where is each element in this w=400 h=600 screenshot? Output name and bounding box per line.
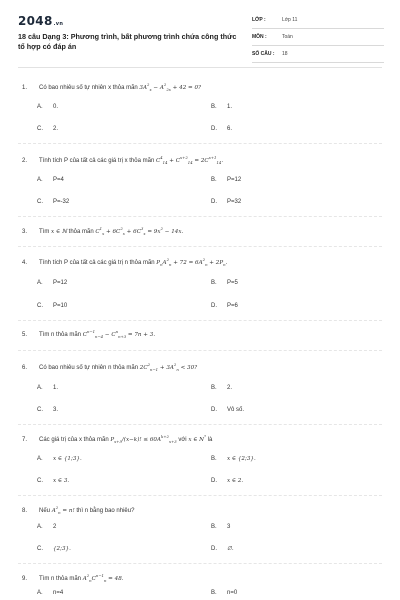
question-text: thì n bằng bao nhiêu? [76, 507, 135, 514]
info-value: 18 [282, 51, 288, 57]
option-a[interactable]: A. 1. [37, 385, 59, 391]
question-text: Tính tích P của tất cả các giá trị x thỏa mãn [39, 157, 155, 164]
question-separator [18, 216, 382, 217]
option-b[interactable]: B. n=0 [211, 590, 238, 596]
question-formula: x ∈ ℕ [51, 228, 67, 235]
document-title: 18 câu Dạng 3: Phương trình, bất phương trình chứa công thức tổ hợp có đáp án [18, 32, 237, 51]
question-text: thỏa mãn [68, 228, 94, 235]
option-b[interactable]: B. 2. [211, 385, 233, 391]
question-number: 2. [22, 157, 28, 164]
info-box [252, 15, 384, 66]
info-label: MÔN : [252, 34, 267, 40]
question-number: 3. [22, 228, 28, 235]
option-b[interactable]: B. P=5 [211, 280, 238, 286]
header-divider [18, 67, 382, 68]
question-formula: $C^4_{14} + C^{x+2}_{14} = 2C^{x+1}_{14}$. [155, 155, 224, 165]
option-c[interactable]: C. 3. [37, 407, 59, 413]
question-number: 9. [22, 575, 28, 582]
info-label: SỐ CÂU : [252, 51, 275, 57]
option-d[interactable]: D. P=32 [211, 199, 242, 205]
option-c[interactable]: C. 2. [37, 126, 59, 132]
question-separator [18, 495, 382, 496]
question-formula: $3A^2_x - A^2_{2x} + 42 = 0$? [139, 82, 202, 92]
option-d[interactable]: D. ∅. [211, 546, 234, 552]
question-6 [22, 362, 197, 372]
question-text: với [178, 436, 187, 443]
question-formula: $C^{n-1}_{n-4} - C^n_{n+3} = 7n + 3$. [82, 329, 156, 339]
option-c[interactable]: C. P=-32 [37, 199, 70, 205]
option-a[interactable]: A. 2 [37, 524, 57, 530]
question-separator [18, 424, 382, 425]
option-a[interactable]: A. x ∈ {1;3}. [37, 456, 82, 462]
option-c[interactable]: C. P=10 [37, 303, 68, 309]
option-c[interactable]: C. {2;3}. [37, 546, 71, 552]
option-d[interactable]: D. Vô số. [211, 407, 245, 413]
question-formula: x ∈ N* [188, 434, 206, 443]
option-d[interactable]: D. 6. [211, 126, 233, 132]
question-text: Tìm n thỏa mãn [39, 331, 82, 338]
question-formula: $A^2_nC^{n-1}_n = 48$. [82, 573, 124, 583]
question-text: Tìm [39, 228, 50, 235]
question-text: Tìm n thỏa mãn [39, 575, 82, 582]
header [0, 0, 400, 62]
question-9 [22, 573, 124, 583]
option-a[interactable]: A. P=4 [37, 177, 64, 183]
question-5 [22, 329, 155, 339]
question-number: 5. [22, 331, 28, 338]
option-b[interactable]: B. 1. [211, 104, 233, 110]
option-b[interactable]: B. x ∈ {2;3}. [211, 456, 256, 462]
info-row-class [252, 15, 384, 29]
info-label: LỚP : [252, 17, 266, 23]
question-separator [18, 350, 382, 351]
option-d[interactable]: D. P=6 [211, 303, 238, 309]
question-2 [22, 155, 223, 165]
info-value: Lớp 11 [282, 17, 298, 23]
logo[interactable] [18, 14, 63, 28]
option-b[interactable]: B. 3 [211, 524, 231, 530]
info-row-subject [252, 32, 384, 46]
question-number: 6. [22, 364, 28, 371]
info-row-count [252, 49, 384, 63]
option-a[interactable]: A. n=4 [37, 590, 64, 596]
question-text: Tính tích P của tất cả các giá trị n thỏa mãn [39, 259, 155, 266]
question-text: Có bao nhiêu số tự nhiên n thỏa mãn [39, 364, 139, 371]
question-1 [22, 82, 201, 92]
question-formula: $C^1_x + 6C^2_x + 6C^3_x = 9x^2 - 14x$. [95, 226, 184, 236]
question-number: 8. [22, 507, 28, 514]
logo-sub: .vn [53, 21, 64, 27]
option-c[interactable]: C. x ∈ 3. [37, 478, 70, 484]
question-text: Các giá trị của x thỏa mãn [39, 436, 109, 443]
question-text: là [207, 436, 213, 443]
question-text: Có bao nhiêu số tự nhiên x thỏa mãn [39, 84, 138, 91]
question-number: 1. [22, 84, 28, 91]
question-8 [22, 505, 134, 515]
question-number: 4. [22, 259, 28, 266]
question-formula: $P_nA^2_n + 72 = 6A^2_n + 2P_n$. [156, 257, 228, 267]
option-a[interactable]: A. 0. [37, 104, 59, 110]
info-value: Toán [282, 34, 293, 40]
question-formula: $P_{x+5}/(x-k)$! ≤ $60A^{k+2}_{x+3}$ [110, 434, 177, 444]
option-b[interactable]: B. P=12 [211, 177, 242, 183]
question-separator [18, 320, 382, 321]
question-separator [18, 246, 382, 247]
question-3 [22, 226, 183, 236]
question-7 [22, 434, 212, 444]
option-d[interactable]: D. x ∈ 2. [211, 478, 244, 484]
question-number: 7. [22, 436, 28, 443]
question-text: Nếu [39, 507, 51, 514]
question-formula: $2C^2_{n-1} + 3A^2_n < 30$? [139, 362, 198, 372]
question-separator [18, 143, 382, 144]
logo-main: 2048 [18, 14, 53, 28]
question-separator [18, 563, 382, 564]
option-a[interactable]: A. P=12 [37, 280, 68, 286]
question-4 [22, 257, 227, 267]
question-formula: $A^2_n = n$! [51, 505, 75, 515]
